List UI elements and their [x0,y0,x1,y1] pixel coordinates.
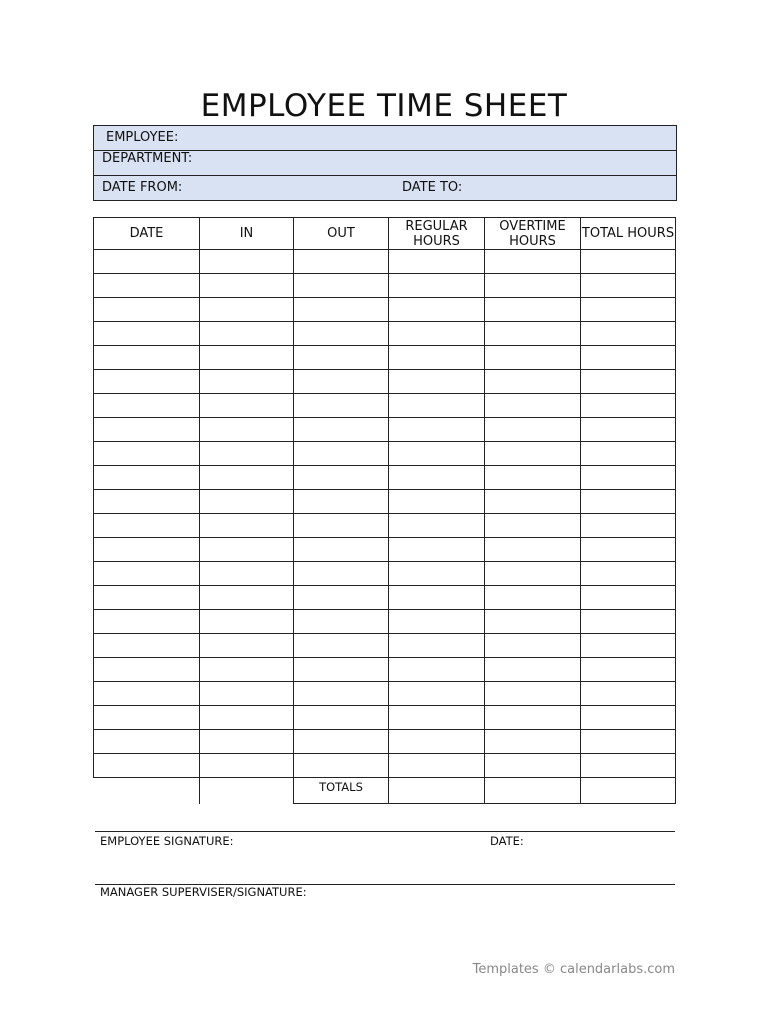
table-row [94,538,676,562]
out-cell[interactable] [294,754,389,778]
column-header-in: IN [200,218,294,250]
date-cell[interactable] [94,346,200,370]
regular-hours-cell[interactable] [389,322,485,346]
date-cell[interactable] [94,274,200,298]
out-cell[interactable] [294,514,389,538]
in-cell[interactable] [200,346,294,370]
overtime-hours-cell[interactable] [485,274,581,298]
table-row [94,370,676,394]
out-cell[interactable] [294,634,389,658]
footer-credit: Templates © calendarlabs.com [472,962,675,977]
total-hours-cell[interactable] [581,490,676,514]
out-cell[interactable] [294,562,389,586]
table-row [94,466,676,490]
regular-hours-cell[interactable] [389,730,485,754]
total-hours-cell[interactable] [581,730,676,754]
in-cell[interactable] [200,418,294,442]
in-cell[interactable] [200,514,294,538]
overtime-hours-cell[interactable] [485,490,581,514]
totals-regular-hours-cell[interactable] [389,778,485,804]
overtime-hours-cell[interactable] [485,706,581,730]
regular-hours-cell[interactable] [389,538,485,562]
out-cell[interactable] [294,586,389,610]
manager-signature-label: MANAGER SUPERVISER/SIGNATURE: [100,885,307,899]
total-hours-cell[interactable] [581,322,676,346]
total-hours-cell[interactable] [581,562,676,586]
out-cell[interactable] [294,538,389,562]
date-cell[interactable] [94,514,200,538]
regular-hours-cell[interactable] [389,442,485,466]
table-row [94,562,676,586]
table-row [94,346,676,370]
regular-hours-cell[interactable] [389,610,485,634]
out-cell[interactable] [294,394,389,418]
table-row [94,634,676,658]
in-cell[interactable] [200,658,294,682]
total-hours-cell[interactable] [581,298,676,322]
employee-row[interactable] [94,126,676,151]
in-cell[interactable] [200,706,294,730]
total-hours-cell[interactable] [581,706,676,730]
column-header-total-hours: TOTAL HOURS [581,218,676,250]
total-hours-cell[interactable] [581,754,676,778]
date-cell[interactable] [94,298,200,322]
in-cell[interactable] [200,370,294,394]
out-cell[interactable] [294,442,389,466]
overtime-hours-cell[interactable] [485,418,581,442]
employee-info-block [93,125,677,201]
in-cell[interactable] [200,442,294,466]
regular-hours-cell[interactable] [389,394,485,418]
date-from-label: DATE FROM: [102,180,183,195]
in-cell[interactable] [200,466,294,490]
page-title: EMPLOYEE TIME SHEET [200,88,568,124]
out-cell[interactable] [294,682,389,706]
out-cell[interactable] [294,658,389,682]
table-row [94,610,676,634]
table-body [94,250,676,778]
total-hours-cell[interactable] [581,418,676,442]
overtime-hours-cell[interactable] [485,370,581,394]
in-cell[interactable] [200,730,294,754]
totals-overtime-hours-cell[interactable] [485,778,581,804]
total-hours-cell[interactable] [581,634,676,658]
regular-hours-cell[interactable] [389,418,485,442]
date-cell[interactable] [94,418,200,442]
date-to-label: DATE TO: [402,180,463,195]
date-cell[interactable] [94,466,200,490]
out-cell[interactable] [294,466,389,490]
department-label: DEPARTMENT: [102,151,193,166]
time-sheet-table [93,217,676,804]
in-cell[interactable] [200,298,294,322]
table-row [94,322,676,346]
date-cell[interactable] [94,682,200,706]
table-row [94,250,676,274]
totals-label: TOTALS [294,778,389,804]
table-row [94,418,676,442]
in-cell[interactable] [200,538,294,562]
overtime-hours-cell[interactable] [485,250,581,274]
out-cell[interactable] [294,370,389,394]
table-row [94,274,676,298]
overtime-hours-cell[interactable] [485,322,581,346]
table-row [94,442,676,466]
regular-hours-cell[interactable] [389,562,485,586]
employee-signature-line[interactable] [95,831,675,832]
employee-signature-label: EMPLOYEE SIGNATURE: [100,834,234,848]
overtime-hours-cell[interactable] [485,730,581,754]
in-cell[interactable] [200,490,294,514]
totals-blank-cell [200,778,294,804]
in-cell[interactable] [200,610,294,634]
in-cell[interactable] [200,250,294,274]
date-cell[interactable] [94,490,200,514]
date-cell[interactable] [94,658,200,682]
total-hours-cell[interactable] [581,682,676,706]
total-hours-cell[interactable] [581,610,676,634]
total-hours-cell[interactable] [581,586,676,610]
in-cell[interactable] [200,754,294,778]
out-cell[interactable] [294,298,389,322]
date-cell[interactable] [94,322,200,346]
table-row [94,682,676,706]
total-hours-cell[interactable] [581,658,676,682]
totals-total-hours-cell[interactable] [581,778,676,804]
overtime-hours-cell[interactable] [485,514,581,538]
in-cell[interactable] [200,322,294,346]
overtime-hours-cell[interactable] [485,610,581,634]
out-cell[interactable] [294,418,389,442]
in-cell[interactable] [200,682,294,706]
regular-hours-cell[interactable] [389,682,485,706]
regular-hours-cell[interactable] [389,274,485,298]
department-row[interactable] [94,151,676,176]
column-header-overtime-hours: OVERTIME HOURS [485,218,581,250]
regular-hours-cell[interactable] [389,514,485,538]
regular-hours-cell[interactable] [389,634,485,658]
column-header-regular-hours: REGULAR HOURS [389,218,485,250]
out-cell[interactable] [294,706,389,730]
total-hours-cell[interactable] [581,466,676,490]
overtime-hours-cell[interactable] [485,562,581,586]
regular-hours-cell[interactable] [389,754,485,778]
total-hours-cell[interactable] [581,394,676,418]
overtime-hours-cell[interactable] [485,538,581,562]
total-hours-cell[interactable] [581,250,676,274]
overtime-hours-cell[interactable] [485,682,581,706]
regular-hours-cell[interactable] [389,706,485,730]
table-row [94,394,676,418]
date-cell[interactable] [94,754,200,778]
in-cell[interactable] [200,394,294,418]
table-row [94,490,676,514]
in-cell[interactable] [200,634,294,658]
date-cell[interactable] [94,370,200,394]
out-cell[interactable] [294,322,389,346]
table-row [94,298,676,322]
out-cell[interactable] [294,274,389,298]
table-row [94,730,676,754]
signature-date-label: DATE: [490,834,524,848]
overtime-hours-cell[interactable] [485,466,581,490]
out-cell[interactable] [294,250,389,274]
overtime-hours-cell[interactable] [485,346,581,370]
regular-hours-cell[interactable] [389,586,485,610]
table-row [94,754,676,778]
date-cell[interactable] [94,610,200,634]
date-cell[interactable] [94,562,200,586]
regular-hours-cell[interactable] [389,658,485,682]
table-row [94,514,676,538]
date-cell[interactable] [94,394,200,418]
total-hours-cell[interactable] [581,370,676,394]
regular-hours-cell[interactable] [389,466,485,490]
date-cell[interactable] [94,634,200,658]
date-cell[interactable] [94,250,200,274]
overtime-hours-cell[interactable] [485,394,581,418]
date-range-row[interactable] [94,176,676,200]
out-cell[interactable] [294,730,389,754]
total-hours-cell[interactable] [581,274,676,298]
column-header-out: OUT [294,218,389,250]
overtime-hours-cell[interactable] [485,298,581,322]
overtime-hours-cell[interactable] [485,634,581,658]
in-cell[interactable] [200,562,294,586]
overtime-hours-cell[interactable] [485,754,581,778]
total-hours-cell[interactable] [581,538,676,562]
date-cell[interactable] [94,706,200,730]
total-hours-cell[interactable] [581,514,676,538]
total-hours-cell[interactable] [581,442,676,466]
date-cell[interactable] [94,538,200,562]
overtime-hours-cell[interactable] [485,442,581,466]
table-row [94,586,676,610]
regular-hours-cell[interactable] [389,298,485,322]
out-cell[interactable] [294,490,389,514]
in-cell[interactable] [200,586,294,610]
date-cell[interactable] [94,730,200,754]
totals-row [94,778,676,804]
regular-hours-cell[interactable] [389,490,485,514]
overtime-hours-cell[interactable] [485,586,581,610]
regular-hours-cell[interactable] [389,346,485,370]
totals-blank-cell [94,778,200,804]
date-cell[interactable] [94,586,200,610]
overtime-hours-cell[interactable] [485,658,581,682]
date-cell[interactable] [94,442,200,466]
table-row [94,658,676,682]
out-cell[interactable] [294,610,389,634]
in-cell[interactable] [200,274,294,298]
total-hours-cell[interactable] [581,346,676,370]
regular-hours-cell[interactable] [389,250,485,274]
table-row [94,706,676,730]
column-header-date: DATE [94,218,200,250]
table-header-row [94,218,676,250]
employee-label: EMPLOYEE: [106,130,179,145]
regular-hours-cell[interactable] [389,370,485,394]
out-cell[interactable] [294,346,389,370]
